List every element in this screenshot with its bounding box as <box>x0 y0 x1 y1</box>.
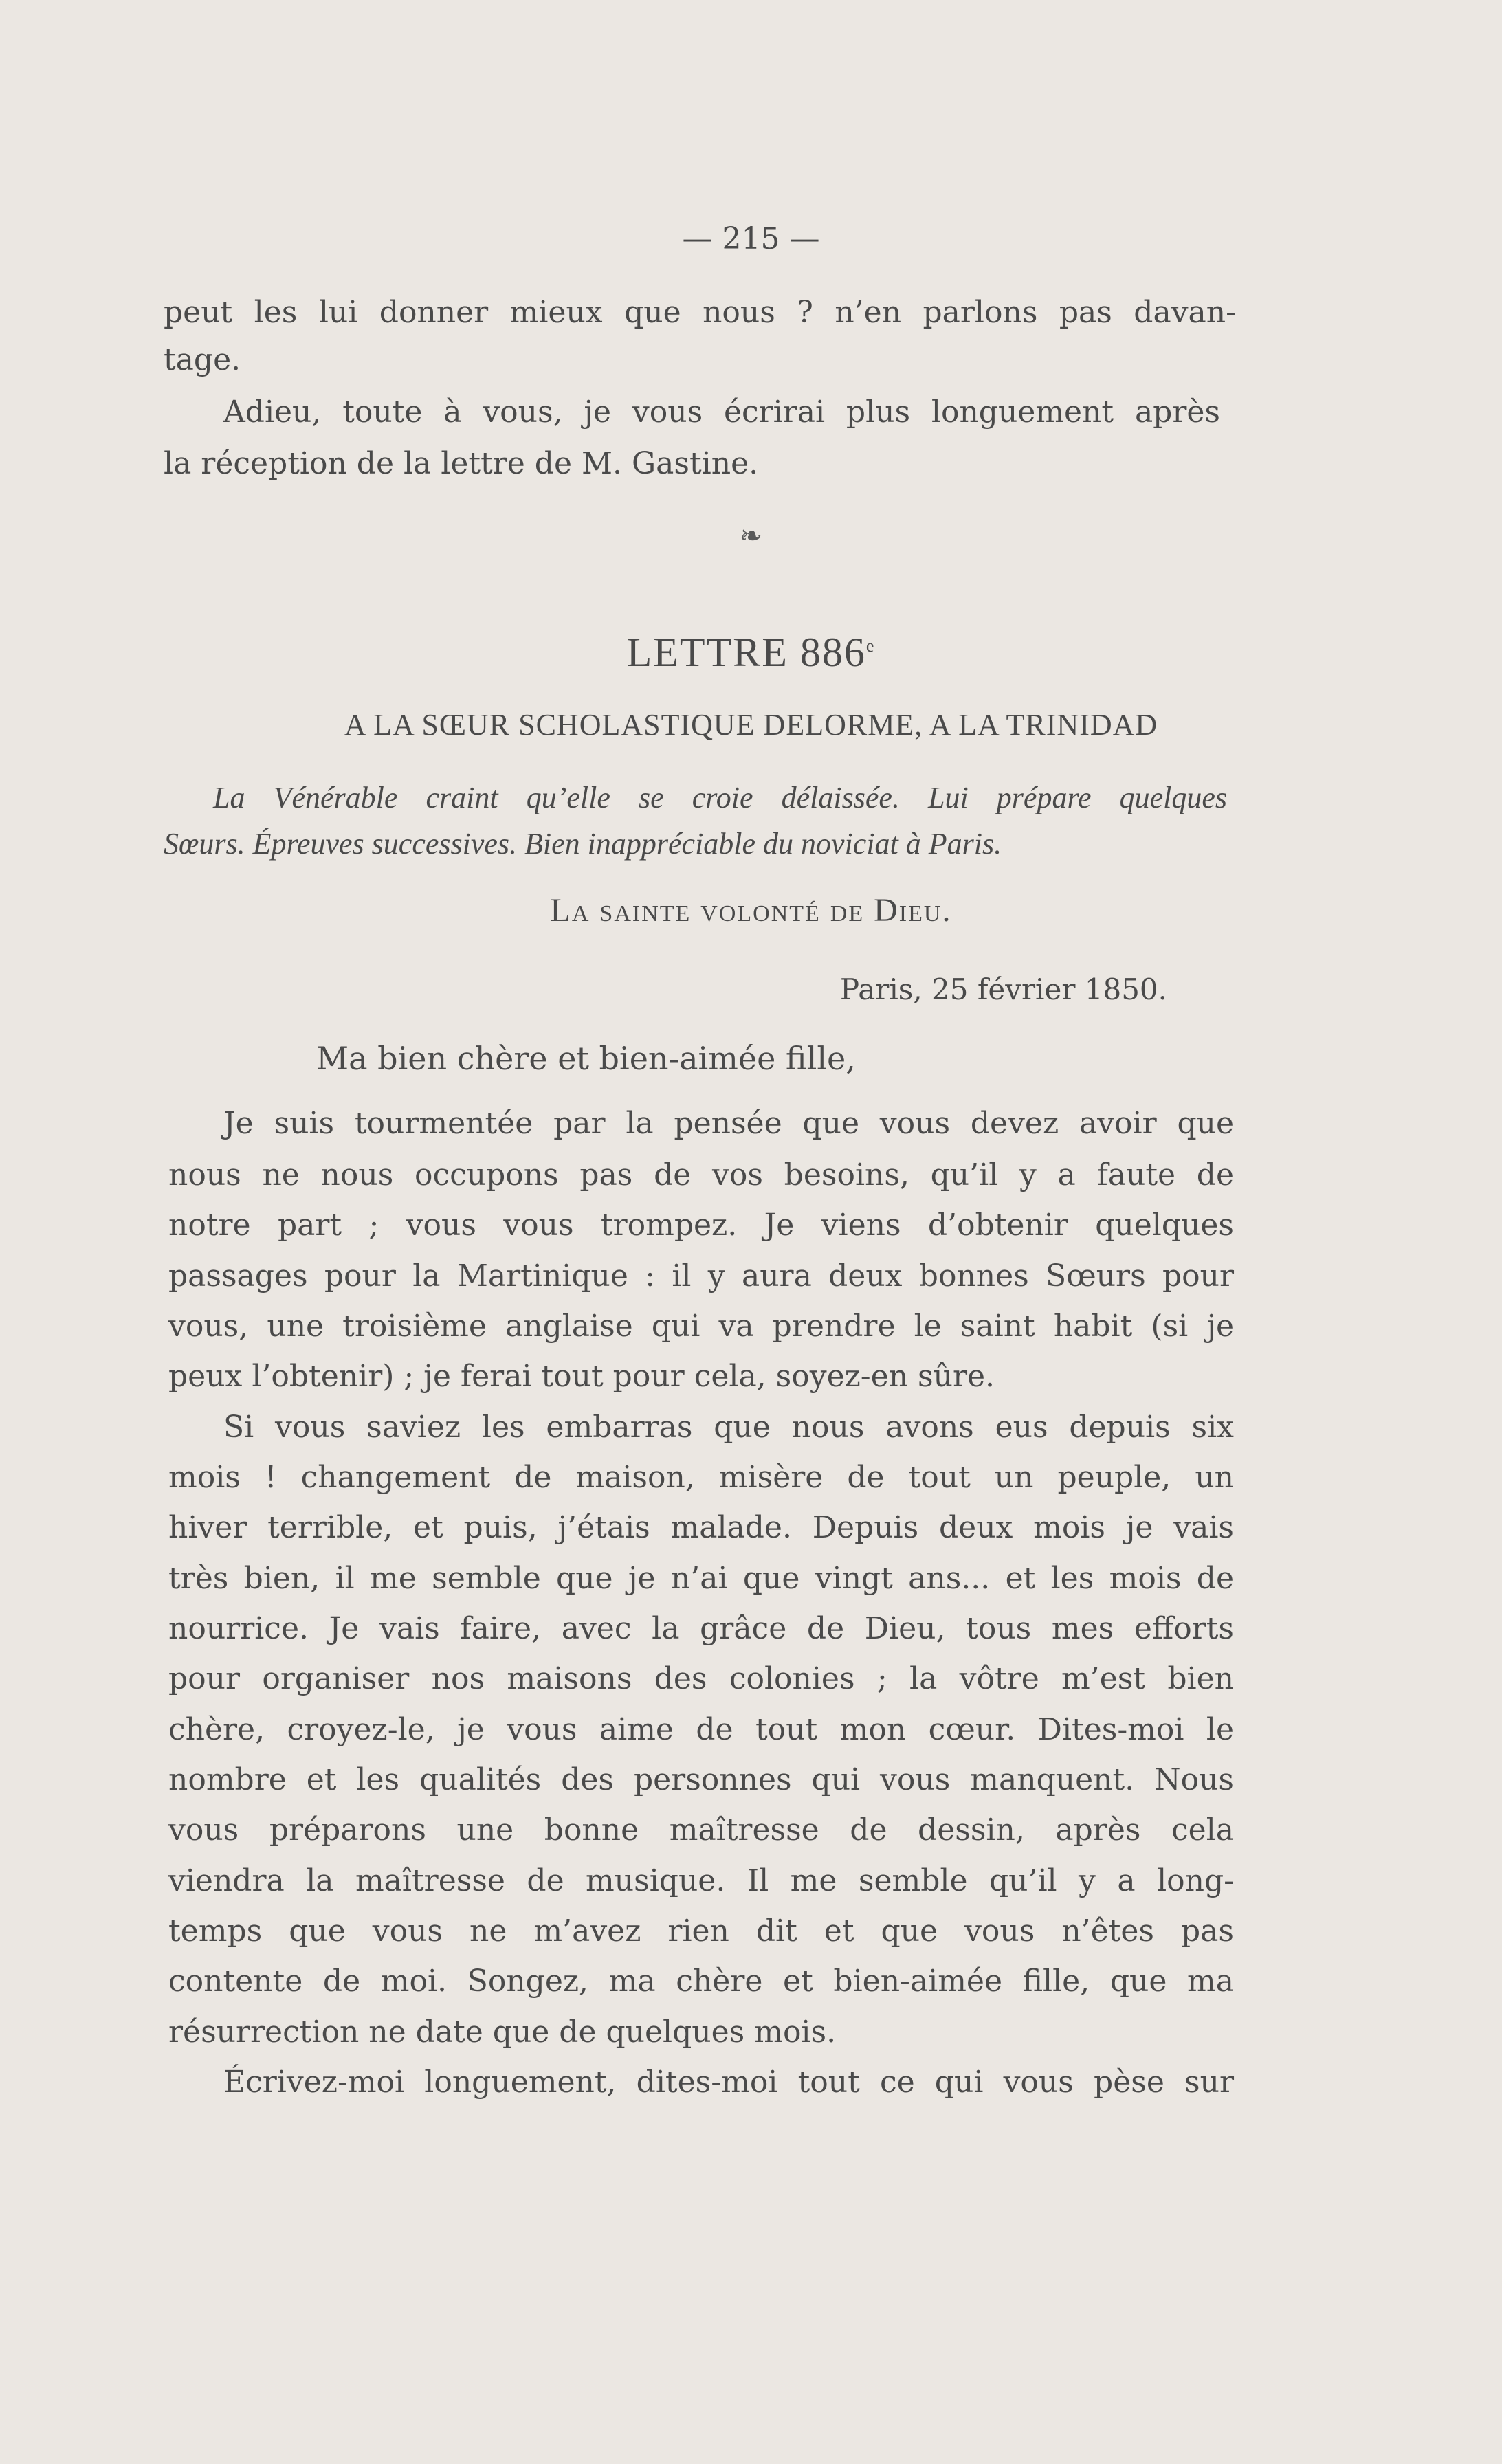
body-line: vous préparons une bonne maîtresse de dessin, après cela <box>168 1812 1234 1847</box>
motto: La sainte volonté de Dieu. <box>550 892 952 929</box>
summary-line: Sœurs. Épreuves successives. Bien inappréciable du noviciat à Paris. <box>164 827 1002 861</box>
letter-title <box>0 619 1502 680</box>
letter-title-text: LETTRE 886 <box>626 630 866 675</box>
body-line: nombre et les qualités des personnes qui vous manquent. Nous <box>168 1762 1234 1797</box>
body-line: hiver terrible, et puis, j’étais malade. Depuis deux mois je vais <box>168 1510 1234 1545</box>
body-line: mois ! changement de maison, misère de tout un peuple, un <box>168 1460 1234 1495</box>
body-line: temps que vous ne m’avez rien dit et que vous n’êtes pas <box>168 1913 1234 1949</box>
letter-title-suffix: e <box>865 636 876 656</box>
body-line: contente de moi. Songez, ma chère et bien-aimée fille, que ma <box>168 1964 1234 1999</box>
text-line: Adieu, toute à vous, je vous écrirai plus longuement après <box>223 395 1220 430</box>
text-line: tage. <box>164 342 241 377</box>
body-line: notre part ; vous vous trompez. Je viens d’obtenir quelques <box>168 1208 1234 1243</box>
body-line: Si vous saviez les embarras que nous avons eus depuis six <box>223 1410 1234 1445</box>
fleuron-ornament: ❧ <box>739 520 763 552</box>
text-line: la réception de la lettre de M. Gastine. <box>164 446 759 481</box>
body-line: nous ne nous occupons pas de vos besoins, qu’il y a faute de <box>168 1157 1234 1192</box>
body-line: résurrection ne date que de quelques mois. <box>168 2015 837 2050</box>
page-number: — 215 — <box>682 221 820 256</box>
text-line: peut les lui donner mieux que nous ? n’en parlons pas davan- <box>164 295 1236 330</box>
body-line: nourrice. Je vais faire, avec la grâce de Dieu, tous mes efforts <box>168 1611 1234 1646</box>
body-line: viendra la maîtresse de musique. Il me semble qu’il y a long- <box>168 1863 1234 1898</box>
body-line: Je suis tourmentée par la pensée que vous devez avoir que <box>223 1106 1234 1141</box>
body-line: chère, croyez-le, je vous aime de tout mon cœur. Dites-moi le <box>168 1712 1234 1747</box>
summary-line: La Vénérable craint qu’elle se croie délaissée. Lui prépare quelques <box>213 781 1227 814</box>
body-line: Écrivez-moi longuement, dites-moi tout ce qui vous pèse sur <box>223 2065 1234 2100</box>
body-line: peux l’obtenir) ; je ferai tout pour cela, soyez-en sûre. <box>168 1359 995 1394</box>
body-line: pour organiser nos maisons des colonies ; la vôtre m’est bien <box>168 1661 1234 1696</box>
dateline: Paris, 25 février 1850. <box>839 973 1167 1006</box>
body-line: passages pour la Martinique : il y aura deux bonnes Sœurs pour <box>168 1258 1234 1294</box>
letter-recipient: A LA SŒUR SCHOLASTIQUE DELORME, A LA TRINIDAD <box>344 708 1158 742</box>
body-line: très bien, il me semble que je n’ai que vingt ans... et les mois de <box>168 1561 1234 1596</box>
body-line: vous, une troisième anglaise qui va prendre le saint habit (si je <box>168 1309 1234 1344</box>
salutation: Ma bien chère et bien-aimée fille, <box>316 1040 856 1077</box>
